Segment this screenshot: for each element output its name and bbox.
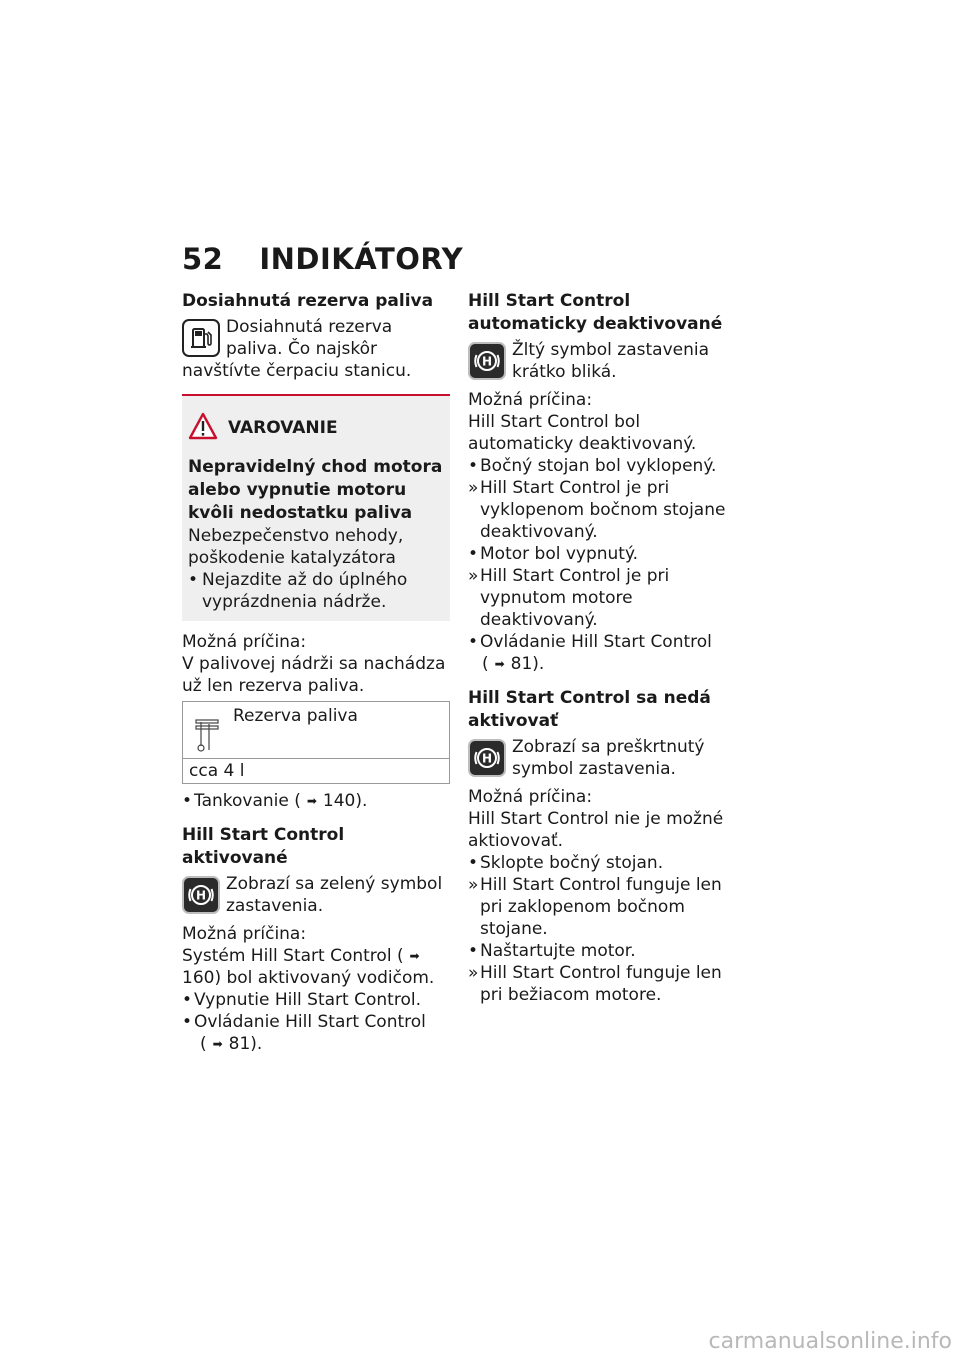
hill-start-icon [468, 342, 506, 380]
arrow-right-icon: ➡ [212, 1037, 223, 1051]
page-title [182, 242, 463, 276]
cause-text: V palivovej nádrži sa nachádza už len rezerva paliva. [182, 654, 446, 696]
page-number: 52 [182, 242, 224, 276]
warning-box [182, 394, 450, 621]
table-value: cca 4 l [189, 761, 245, 781]
arrow-right-icon: ➡ [494, 657, 505, 671]
chapter-title: INDIKÁTORY [259, 242, 464, 276]
page-ref-link[interactable]: 81 [228, 1034, 251, 1054]
fuel-pump-icon [182, 319, 220, 357]
hill-start-icon [182, 876, 220, 914]
hsc-fail-result-2: » Hill Start Control funguje len pri bežiacom motore. [468, 962, 740, 1006]
hsc-active-heading: Hill Start Control aktivované [182, 825, 345, 868]
hsc-auto-result-2: » Hill Start Control je pri vypnutom motore deaktivovaný. [468, 565, 740, 631]
warning-triangle-icon [188, 412, 218, 444]
hsc-fail-cause-label: Možná príčina: [468, 787, 593, 807]
hsc-fail-result-1: » Hill Start Control funguje len pri zaklopenom bočnom stojane. [468, 874, 740, 940]
hsc-auto-bullet-2: • Motor bol vypnutý. [468, 543, 740, 565]
hsc-fail-cause-text: Hill Start Control nie je možné aktiovovať. [468, 809, 724, 851]
svg-text:H: H [481, 751, 493, 766]
hsc-active-cause-label: Možná príčina: [182, 924, 307, 944]
arrow-right-icon: ➡ [409, 949, 420, 963]
hsc-fail-bullet-1: • Sklopte bočný stojan. [468, 852, 740, 874]
arrow-right-icon: ➡ [306, 794, 317, 808]
hsc-auto-cause-text: Hill Start Control bol automaticky deaktivovaný. [468, 412, 697, 454]
hsc-fail-heading: Hill Start Control sa nedá aktivovať [468, 688, 711, 731]
svg-text:H: H [481, 354, 493, 369]
warning-label: VAROVANIE [228, 418, 338, 438]
right-column [468, 290, 740, 1006]
cause-label: Možná príčina: [182, 632, 307, 652]
warning-bullet: • Nejazdite až do úplného vyprázdnenia nádrže. [188, 569, 444, 613]
hsc-active-cause: Systém Hill Start Control ( ➡160) bol aktivovaný vodičom. [182, 946, 435, 988]
hsc-active-text: Zobrazí sa zelený symbol zastavenia. [226, 874, 443, 916]
hsc-auto-cause-label: Možná príčina: [468, 390, 593, 410]
hsc-fail-bullet-2: • Naštartujte motor. [468, 940, 740, 962]
fuel-reserve-text: Dosiahnutá rezerva paliva. Čo najskôr navštívte čerpaciu stanicu. [182, 317, 412, 381]
left-column [182, 290, 450, 1055]
tank-ref-bullet: • Tankovanie ( ➡ 140). [182, 790, 450, 812]
hsc-auto-bullet-1: • Bočný stojan bol vyklopený. [468, 455, 740, 477]
warning-heading: Nepravidelný chod motora alebo vypnutie motoru kvôli nedostatku paliva [188, 457, 443, 523]
hsc-auto-text: Žltý symbol zastavenia krátko bliká. [512, 340, 710, 382]
watermark-footer: carmanualsonline.info [708, 1329, 952, 1354]
fuel-reserve-table [182, 701, 450, 784]
fuel-reserve-heading: Dosiahnutá rezerva paliva [182, 291, 434, 311]
hsc-active-bullet-2: • Ovládanie Hill Start Control ( ➡ 81). [182, 1011, 450, 1055]
fuel-tank-icon [195, 710, 221, 758]
page-ref-link[interactable]: 140 [322, 791, 356, 811]
hsc-fail-text: Zobrazí sa preškrtnutý symbol zastavenia. [512, 737, 705, 779]
page-ref-link[interactable]: 81 [510, 654, 533, 674]
hsc-active-bullet-1: • Vypnutie Hill Start Control. [182, 989, 450, 1011]
fuel-reserve-row [182, 316, 450, 382]
table-label: Rezerva paliva [233, 706, 358, 726]
page-ref-link[interactable]: 160 [182, 968, 215, 988]
hsc-auto-result-1: » Hill Start Control je pri vyklopenom bočnom stojane deaktivovaný. [468, 477, 740, 543]
warning-subtext: Nebezpečenstvo nehody, poškodenie katalyzátora [188, 526, 404, 568]
hsc-auto-bullet-3: • Ovládanie Hill Start Control ( ➡ 81). [468, 631, 740, 675]
hsc-auto-heading: Hill Start Control automaticky deaktivované [468, 291, 723, 334]
svg-text:H: H [195, 888, 207, 903]
hill-start-icon [468, 739, 506, 777]
